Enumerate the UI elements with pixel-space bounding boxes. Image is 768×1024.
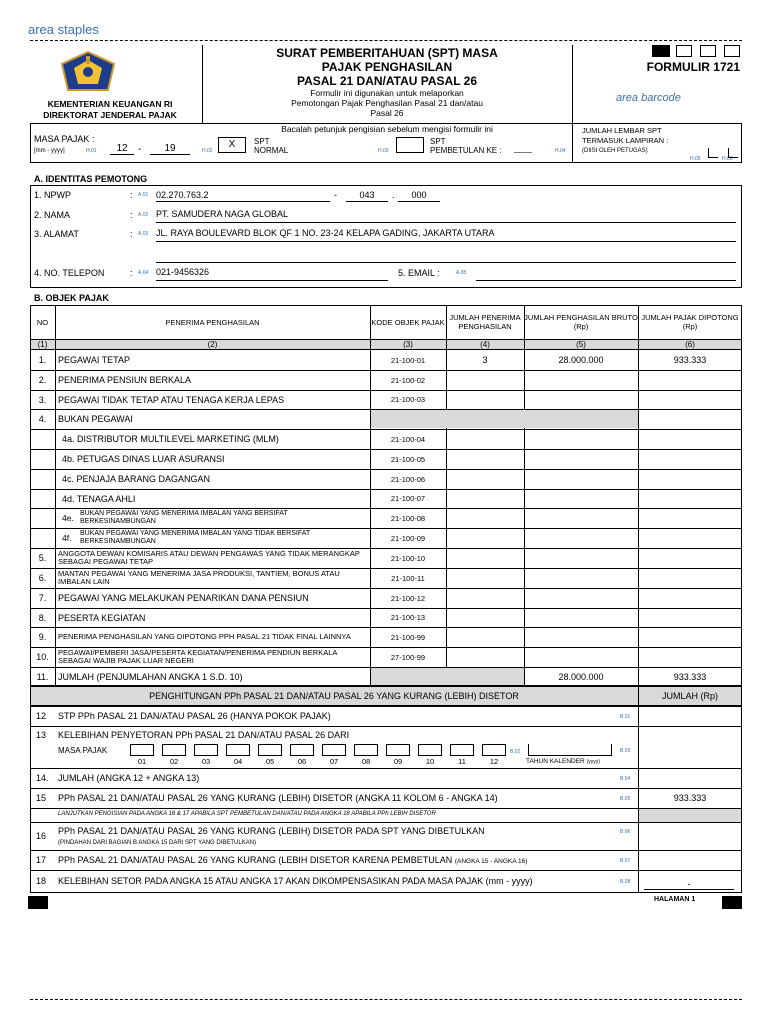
row-description: BUKAN PEGAWAI YANG MENERIMA IMBALAN YANG BERSIFAT BERKESINAMBUNGAN — [80, 510, 288, 525]
header-jumlah-penerima: JUMLAH PENERIMA PENGHASILAN — [449, 313, 521, 331]
title-line-1: SURAT PEMBERITAHUAN (SPT) MASA — [276, 46, 498, 60]
row-pajak-dipotong[interactable] — [638, 568, 742, 588]
npwp-dash: - — [334, 190, 337, 200]
month-checkbox[interactable] — [482, 744, 506, 756]
row-number — [30, 449, 55, 469]
month-label: 07 — [329, 757, 339, 766]
month-checkbox[interactable] — [322, 744, 346, 756]
row-bruto[interactable] — [524, 508, 638, 528]
col-number-2: (2) — [207, 339, 218, 349]
row-pajak-dipotong[interactable] — [638, 588, 742, 608]
row-kode: 21-100-11 — [391, 573, 425, 583]
code-b04: B.04 — [620, 776, 631, 782]
header-penerima: PENERIMA PENGHASILAN — [165, 317, 260, 327]
row-bruto[interactable] — [524, 429, 638, 449]
row-kode: 21-100-08 — [390, 513, 426, 523]
code-b03: B.03 — [620, 748, 631, 754]
row-kode: 27-100-99 — [390, 652, 426, 662]
form-label: FORMULIR 1721 — [646, 60, 740, 74]
yyyy-text: (yyyy) — [586, 759, 600, 765]
row-kode: 21-100-99 — [390, 632, 426, 642]
row-number: 5. — [38, 553, 47, 563]
row-16-number: 16 — [36, 831, 47, 841]
row-number — [30, 489, 55, 508]
row-kode: 21-100-10 — [390, 553, 426, 563]
lanjutkan-shade — [639, 809, 741, 822]
month-checkbox[interactable] — [130, 744, 154, 756]
row-line — [30, 870, 742, 871]
row-description: ANGGOTA DEWAN KOMISARIS ATAU DEWAN PENGAWAS YANG TIDAK MERANGKAP SEBAGAI PEGAWAI TETAP — [58, 548, 360, 566]
row-17-sub-label: (ANGKA 15 - ANGKA 16) — [454, 858, 528, 865]
row-line — [30, 429, 742, 430]
row-number: 4. — [38, 414, 47, 424]
row-line — [30, 528, 742, 529]
shaded-cell — [371, 668, 524, 685]
code-a03: A.03 — [138, 231, 149, 237]
nama-field[interactable]: PT. SAMUDERA NAGA GLOBAL — [156, 209, 736, 223]
code-b07: B.07 — [620, 858, 631, 864]
area-staples-label: area staples — [28, 22, 99, 37]
row-bruto[interactable] — [524, 588, 638, 608]
npwp-field-3[interactable]: 000 — [398, 190, 440, 202]
masa-separator: - — [138, 144, 142, 155]
row-jumlah-penerima[interactable] — [446, 390, 524, 409]
bottom-divider — [30, 999, 742, 1000]
code-h02: H.02 — [202, 148, 213, 154]
row-number: 10. — [36, 652, 49, 662]
row-number — [30, 429, 55, 449]
month-label: 08 — [361, 757, 371, 766]
pembetulan-ke-field[interactable]: ____ — [514, 144, 532, 153]
code-h04: H.04 — [555, 148, 566, 154]
marker-box — [700, 45, 716, 57]
month-label: 06 — [297, 757, 307, 766]
corner-marker — [28, 896, 48, 909]
telepon-field[interactable]: 021-9456326 — [156, 267, 388, 281]
row-sub-number: 4e. — [62, 513, 74, 523]
month-label: 03 — [201, 757, 211, 766]
month-label: 05 — [265, 757, 275, 766]
month-checkbox[interactable] — [386, 744, 410, 756]
row-description: PENERIMA PENSIUN BERKALA — [58, 375, 192, 385]
row-line — [30, 508, 742, 509]
row-pajak-dipotong[interactable] — [638, 489, 742, 508]
row-sub-number: 4f. — [62, 533, 72, 543]
row-jumlah-penerima[interactable] — [446, 429, 524, 449]
email-field[interactable] — [476, 267, 736, 281]
penghitungan-header: PENGHITUNGAN PPh PASAL 21 DAN/ATAU PASAL 26 YANG KURANG (LEBIH) DISETOR — [149, 691, 519, 701]
jumlah-lembar-label-2: TERMASUK LAMPIRAN : — [582, 136, 669, 145]
row-line — [30, 768, 742, 769]
row-18-number: 18 — [36, 876, 47, 886]
row-16-sub-label: (PINDAHAN DARI BAGIAN B ANGKA 15 DARI SPT YANG DIBETULKAN) — [58, 840, 257, 846]
code-b08: B.08 — [620, 879, 631, 885]
corner-marker — [722, 896, 742, 909]
row-kode: 21-100-12 — [390, 593, 426, 603]
alamat-label: 3. ALAMAT — [34, 229, 79, 239]
row-line — [30, 548, 742, 549]
ministry-label: KEMENTERIAN KEUANGAN RI — [47, 99, 173, 109]
masa-format: [mm - yyyy] — [34, 148, 65, 154]
marker-box — [676, 45, 692, 57]
diisi-petugas-note: (DIISI OLEH PETUGAS) — [582, 148, 648, 154]
row-jumlah-penerima[interactable] — [446, 508, 524, 528]
row-line — [30, 449, 742, 450]
spt-pembetulan-label-2: PEMBETULAN KE : — [430, 146, 502, 155]
row-pajak-dipotong[interactable] — [638, 429, 742, 449]
masa-pajak-months-label: MASA PAJAK — [58, 746, 108, 755]
row-description: BUKAN PEGAWAI YANG MENERIMA IMBALAN YANG TIDAK BERSIFAT BERKESINAMBUNGAN — [80, 530, 311, 545]
row-line — [30, 588, 742, 589]
month-checkbox[interactable] — [258, 744, 282, 756]
desc-line-2: Pemotongan Pajak Penghasilan Pasal 21 dan/atau — [291, 98, 483, 108]
month-checkbox[interactable] — [290, 744, 314, 756]
row-jumlah-penerima[interactable] — [446, 647, 524, 667]
row-pajak-dipotong[interactable] — [638, 627, 742, 647]
row-description: MANTAN PEGAWAI YANG MENERIMA JASA PRODUKSI, TANTIEM, BONUS ATAU IMBALAN LAIN — [58, 568, 340, 586]
tahun-kalender-field[interactable] — [528, 744, 612, 756]
telepon-colon: : — [130, 268, 133, 278]
row-jumlah-penerima[interactable] — [446, 469, 524, 489]
row-description: 4b. PETUGAS DINAS LUAR ASURANSI — [62, 454, 225, 464]
row-pajak-dipotong[interactable] — [638, 508, 742, 528]
code-b01: B.01 — [620, 714, 631, 720]
spt-normal-checkbox[interactable]: X — [218, 137, 246, 153]
code-a04: A.04 — [138, 270, 149, 276]
col-number-5: (5) — [576, 339, 586, 349]
row-description: PEGAWAI TIDAK TETAP ATAU TENAGA KERJA LEPAS — [58, 394, 285, 405]
row-jumlah-penerima[interactable] — [446, 627, 524, 647]
lembar-box — [728, 148, 738, 158]
row-description: 4c. PENJAJA BARANG DAGANGAN — [62, 474, 211, 484]
row-kode: 21-100-05 — [390, 454, 426, 464]
lembar-box — [708, 148, 718, 158]
month-checkbox[interactable] — [450, 744, 474, 756]
col-number-4: (4) — [480, 339, 490, 349]
row-description: PENERIMA PENGHASILAN YANG DIPOTONG PPH PASAL 21 TIDAK FINAL LAINNYA — [58, 631, 351, 641]
month-checkbox[interactable] — [418, 744, 442, 756]
row-number: 3. — [38, 394, 47, 405]
row-number — [30, 508, 55, 528]
row-kode: 21-100-13 — [390, 613, 426, 622]
row-kode: 21-100-04 — [390, 434, 426, 444]
jumlah-lembar-label-1: JUMLAH LEMBAR SPT — [582, 126, 662, 135]
month-checkbox[interactable] — [162, 744, 186, 756]
masa-year-field[interactable]: 19 — [150, 143, 190, 155]
lanjutkan-note: LANJUTKAN PENGISIAN PADA ANGKA 16 & 17 APABILA SPT PEMBETULAN DAN/ATAU PADA ANGKA 18 APABILA PPh LEBIH DISETOR — [58, 811, 436, 817]
spt-pembetulan-label-1: SPT — [430, 137, 446, 146]
spt-normal-label-2: NORMAL — [254, 146, 289, 155]
code-h05: H.05 — [690, 156, 701, 162]
row-bruto[interactable] — [524, 370, 638, 390]
directorate-label: DIREKTORAT JENDERAL PAJAK — [43, 110, 177, 120]
row-number: 11. — [36, 671, 49, 682]
email-label: 5. EMAIL : — [398, 268, 440, 278]
row-number: 9. — [38, 632, 47, 642]
row-pajak-dipotong[interactable] — [638, 409, 742, 429]
nama-colon: : — [130, 210, 133, 220]
code-b02: B.02 — [510, 749, 521, 755]
row-line — [30, 627, 742, 628]
row-kode: 21-100-07 — [390, 494, 426, 503]
col-line — [55, 305, 56, 686]
alamat-line-2 — [156, 262, 736, 263]
row-kode: 21-100-06 — [390, 474, 426, 484]
row-pajak-dipotong[interactable] — [638, 370, 742, 390]
row-bruto[interactable]: 28.000.000 — [558, 355, 604, 365]
instruction-text: Bacalah petunjuk pengisian sebelum mengisi formulir ini — [281, 124, 493, 134]
row-12-number: 12 — [36, 711, 47, 721]
row-kode: 21-100-02 — [390, 375, 426, 385]
row-jumlah-penerima[interactable] — [446, 548, 524, 568]
row-pajak-dipotong[interactable] — [638, 608, 742, 627]
row-description: PESERTA KEGIATAN — [58, 612, 146, 623]
code-b05: B.05 — [620, 796, 631, 802]
row-kode: 21-100-09 — [390, 533, 426, 543]
row-15-label: PPh PASAL 21 DAN/ATAU PASAL 26 YANG KURANG (LEBIH) DISETOR (ANGKA 11 KOLOM 6 - ANGKA 14) — [58, 793, 498, 803]
row-line — [30, 808, 742, 809]
row-number: 6. — [38, 573, 47, 583]
row-bruto[interactable]: 28.000.000 — [558, 671, 604, 682]
row-description: PEGAWAI TETAP — [58, 355, 131, 365]
col-number-6: (6) — [685, 339, 695, 349]
row-bruto[interactable] — [524, 608, 638, 627]
month-checkbox[interactable] — [194, 744, 218, 756]
header-dipotong: JUMLAH PAJAK DIPOTONG (Rp) — [641, 313, 739, 331]
month-checkbox[interactable] — [226, 744, 250, 756]
spt-pembetulan-checkbox[interactable] — [396, 137, 424, 153]
month-label: 11 — [458, 757, 466, 766]
code-a02: A.02 — [138, 212, 149, 218]
row-kode: 21-100-03 — [390, 395, 426, 404]
npwp-dot: . — [392, 190, 395, 200]
row-description: PEGAWAI/PEMBERI JASA/PESERTA KEGIATAN/PENERIMA PENDIUN BERKALA SEBAGAI WAJIB PAJAK LUAR NEGERI — [58, 647, 337, 665]
row-line — [30, 568, 742, 569]
row-13-number: 13 — [36, 730, 47, 740]
row-jumlah-penerima[interactable] — [446, 449, 524, 469]
code-h03: H.03 — [378, 148, 389, 154]
row-number: 8. — [38, 612, 47, 623]
row-15-number: 15 — [36, 793, 47, 803]
row-number — [30, 528, 55, 548]
npwp-label: 1. NPWP — [34, 190, 72, 200]
row-14-label: JUMLAH (ANGKA 12 + ANGKA 13) — [58, 773, 200, 783]
row-number: 1. — [38, 355, 47, 365]
masa-month-field[interactable]: 12 — [110, 143, 134, 155]
alamat-field[interactable]: JL. RAYA BOULEVARD BLOK QF 1 NO. 23-24 KELAPA GADING, JAKARTA UTARA — [156, 228, 736, 242]
row-pajak-dipotong[interactable] — [638, 449, 742, 469]
month-label: 10 — [425, 757, 435, 766]
month-label: 04 — [233, 757, 243, 766]
nama-label: 2. NAMA — [34, 210, 71, 220]
area-barcode-label: area barcode — [616, 92, 681, 104]
row-jumlah-penerima[interactable] — [446, 489, 524, 508]
halaman-label: HALAMAN 1 — [654, 896, 696, 903]
month-label: 02 — [169, 757, 179, 766]
code-a05: A.05 — [456, 270, 467, 276]
row-bruto[interactable] — [524, 390, 638, 409]
row-pajak-dipotong[interactable] — [638, 469, 742, 489]
npwp-colon: : — [130, 190, 133, 200]
desc-line-3: Pasal 26 — [370, 108, 404, 118]
row-bruto[interactable] — [524, 528, 638, 548]
row-line — [30, 489, 742, 490]
row-17-number: 17 — [36, 855, 47, 865]
corner-marker — [652, 45, 670, 57]
row-line — [30, 647, 742, 648]
row-line — [30, 822, 742, 823]
row-jumlah-penerima[interactable]: 3 — [482, 355, 488, 365]
row-bruto[interactable] — [524, 449, 638, 469]
shaded-cell — [371, 410, 638, 428]
row-jumlah-penerima[interactable] — [446, 608, 524, 627]
header-kode: KODE OBJEK PAJAK — [371, 317, 445, 327]
row-line — [30, 370, 742, 371]
telepon-label: 4. NO. TELEPON — [34, 268, 105, 278]
row-description: BUKAN PEGAWAI — [58, 414, 133, 424]
desc-line-1: Formulir ini digunakan untuk melaporkan — [310, 88, 464, 98]
row-bruto[interactable] — [524, 548, 638, 568]
row-line — [30, 788, 742, 789]
code-b06: B.06 — [620, 829, 631, 835]
row-bruto[interactable] — [524, 469, 638, 489]
jumlah-rp-header: JUMLAH (Rp) — [661, 691, 718, 701]
code-h06: H.06 — [722, 156, 733, 162]
title-line-3: PASAL 21 DAN/ATAU PASAL 26 — [296, 74, 478, 88]
row-number: 2. — [38, 375, 47, 385]
row-15-value[interactable]: 933.333 — [673, 793, 707, 803]
alamat-colon: : — [130, 229, 133, 239]
tahun-kalender-text: TAHUN KALENDER — [526, 758, 585, 765]
code-a01: A.01 — [138, 192, 149, 198]
row-line — [30, 469, 742, 470]
row-description: 4d. TENAGA AHLI — [62, 493, 136, 504]
staples-divider — [30, 40, 742, 41]
row-jumlah-penerima[interactable] — [446, 588, 524, 608]
row-line — [30, 390, 742, 391]
row-jumlah-penerima[interactable] — [446, 568, 524, 588]
row-17-label: PPh PASAL 21 DAN/ATAU PASAL 26 YANG KURANG (LEBIH DISETOR KARENA PEMBETULAN — [58, 855, 453, 865]
row-bruto[interactable] — [524, 647, 638, 667]
row-description: PEGAWAI YANG MELAKUKAN PENARIKAN DANA PENSIUN — [58, 593, 309, 603]
row-13-label: KELEBIHAN PENYETORAN PPh PASAL 21 DAN/ATAU PASAL 26 DARI — [58, 730, 350, 740]
row-pajak-dipotong[interactable] — [638, 528, 742, 548]
col-number-3: (3) — [403, 339, 413, 349]
row-description: 4a. DISTRIBUTOR MULTILEVEL MARKETING (MLM) — [62, 434, 279, 444]
month-label: 09 — [393, 757, 403, 766]
row-jumlah-penerima[interactable] — [446, 370, 524, 390]
month-checkbox[interactable] — [354, 744, 378, 756]
section-b-title: B. OBJEK PAJAK — [34, 293, 109, 303]
row-number: 7. — [38, 593, 47, 603]
header-divider-right — [572, 45, 573, 123]
tahun-kalender-label — [526, 758, 600, 765]
spt-normal-label-1: SPT — [254, 137, 270, 146]
row-bruto[interactable] — [524, 568, 638, 588]
marker-box — [724, 45, 740, 57]
row-pajak-dipotong[interactable] — [638, 647, 742, 667]
row-kode: 21-100-01 — [390, 355, 426, 365]
row-16-label: PPh PASAL 21 DAN/ATAU PASAL 26 YANG KURANG (LEBIH) DISETOR PADA SPT YANG DIBETULKAN — [58, 826, 485, 836]
row-jumlah-penerima[interactable] — [446, 528, 524, 548]
npwp-field-2[interactable]: 043 — [346, 190, 388, 202]
row-14-number: 14. — [36, 773, 49, 783]
row-line — [30, 850, 742, 851]
row-description: JUMLAH (PENJUMLAHAN ANGKA 1 S.D. 10) — [58, 671, 243, 682]
row-pajak-dipotong[interactable]: 933.333 — [673, 671, 707, 682]
row-pajak-dipotong[interactable]: 933.333 — [673, 355, 707, 365]
masa-pajak-label: MASA PAJAK : — [34, 134, 95, 144]
row-bruto[interactable] — [524, 489, 638, 508]
npwp-field-1[interactable]: 02.270.763.2 — [156, 190, 330, 202]
row-line — [30, 726, 742, 727]
row-line — [30, 608, 742, 609]
row-pajak-dipotong[interactable] — [638, 390, 742, 409]
row-number — [30, 469, 55, 489]
row-12-label: STP PPh PASAL 21 DAN/ATAU PASAL 26 (HANYA POKOK PAJAK) — [58, 711, 331, 721]
month-label: 01 — [137, 757, 147, 766]
code-h01: H.01 — [86, 148, 97, 154]
masa-divider — [572, 123, 573, 163]
month-label: 12 — [489, 757, 499, 766]
row-bruto[interactable] — [524, 627, 638, 647]
section-a-title: A. IDENTITAS PEMOTONG — [34, 174, 148, 184]
col-number-1: (1) — [37, 339, 48, 349]
header-bruto: JUMLAH PENGHASILAN BRUTO (Rp) — [524, 313, 638, 331]
row-18-label: KELEBIHAN SETOR PADA ANGKA 15 ATAU ANGKA 17 AKAN DIKOMPENSASIKAN PADA MASA PAJAK (mm - yyyy) — [58, 876, 533, 886]
header-no: NO — [36, 317, 49, 327]
kompensasi-masa-field[interactable]: - — [644, 880, 734, 890]
row-pajak-dipotong[interactable] — [638, 548, 742, 568]
title-line-2: PAJAK PENGHASILAN — [321, 60, 453, 74]
